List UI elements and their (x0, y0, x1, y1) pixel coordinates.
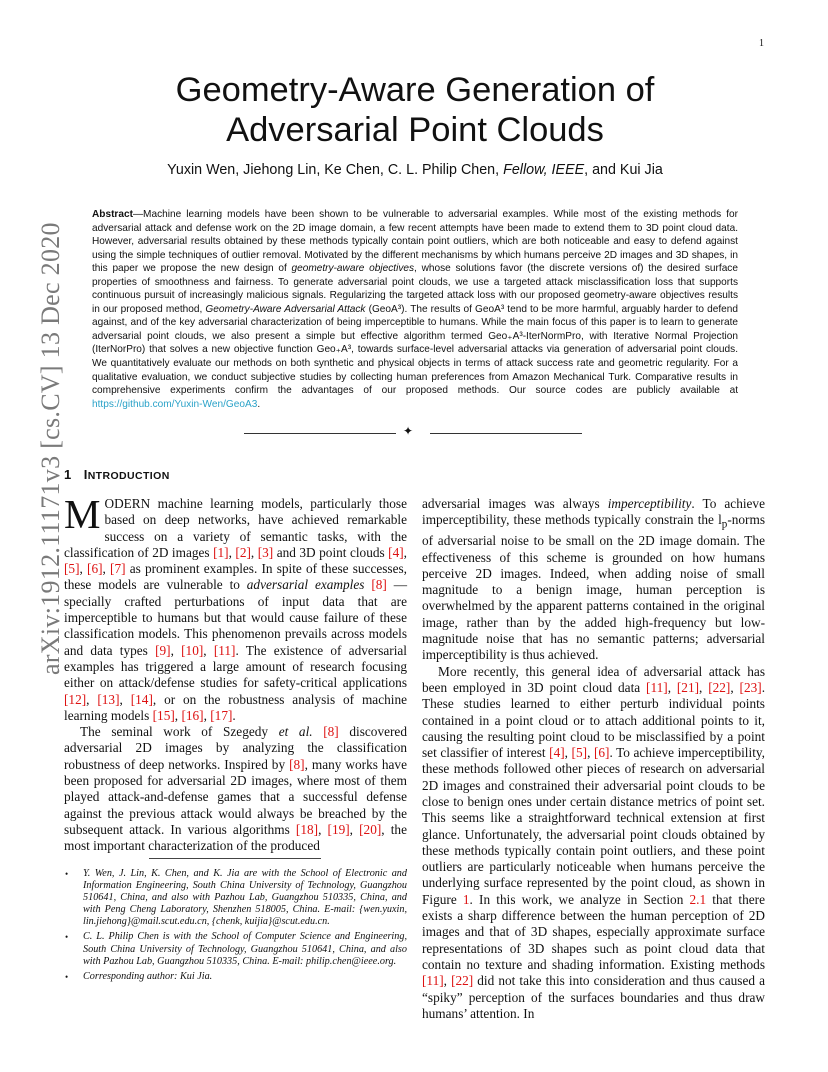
section-divider (244, 426, 584, 440)
figure-link[interactable]: 1 (462, 891, 470, 907)
bullet-icon: • (65, 869, 69, 879)
footnote (64, 931, 407, 967)
citation-link[interactable]: [23] (739, 679, 762, 695)
abstract-text: (GeoA³). The results of GeoA³ tend to be more harmful, arguably harder to defend against, and of the key adversarial characterization of being imperceptible to humans. While the main focus of this paper is to learn to generate adversarial point clouds, we also present a simple but effective algorithm termed Geo₊A³-IterNormPro, with Iterative Normal Projection (IterNorPro) that solves a new objective function Geo₊A³, towards surface-level adversarial attacks via generation of adversarial point clouds. We quantitatively evaluate our methods on both synthetic and physical objects in terms of attack success rate and geometric regularity. For a qualitative evaluation, we conduct subjective studies by collecting human preferences from Amazon Mechanical Turk. Comparative results in comprehensive experiments confirm the advantages of our proposed methods. Our source codes are publicly available at (92, 303, 738, 397)
footnote (64, 868, 407, 928)
emphasis: adversarial examples (246, 577, 365, 593)
section-number: 1 (64, 467, 72, 482)
citation-link[interactable]: [1] (213, 544, 229, 560)
author-tail: , and Kui Jia (584, 162, 663, 178)
citation-link[interactable]: [22] (708, 679, 731, 695)
citation-link[interactable]: [6] (593, 745, 610, 761)
section-title: NTRODUCTION (87, 470, 170, 482)
bullet-icon: • (65, 932, 69, 943)
page-number: 1 (759, 38, 764, 49)
body-text: as prominent examples. In spite of these successes, these models are vulnerable to (64, 561, 408, 593)
citation-link[interactable]: [12] (64, 691, 87, 707)
citation-link[interactable]: [16] (181, 707, 204, 723)
citation-link[interactable]: [11] (646, 679, 668, 695)
citation-link[interactable]: [10] (181, 642, 204, 658)
bullet-icon: • (65, 971, 69, 982)
citation-link[interactable]: [20] (359, 821, 382, 837)
abstract-emphasis: geometry-aware objectives (291, 263, 415, 275)
emphasis: et al. (278, 724, 313, 740)
citation-link[interactable]: [8] (371, 577, 387, 593)
body-text: . In this work, we analyze in Section (469, 891, 690, 907)
right-column (422, 496, 765, 1022)
body-text: discovered adversarial 2D images by analyzing the classification robustness of deep networks. Inspired by (64, 724, 407, 772)
body-text: — specially crafted perturbations of input data that are imperceptible to humans but that would cause failure of these classification models. This phenomenon prevails across models and data types (64, 577, 407, 658)
divider-line (244, 433, 396, 434)
emphasis: imperceptibility (607, 496, 692, 511)
body-text: -norms of adversarial noise to be small on the 2D image domain. The effectiveness of this scheme is grounded on how humans perceive 2D images. Indeed, when adding noise of small magnitude to a benign image, human perception is overwhelmed by the apparent patterns contained in the original image, rather than by the added high-frequency but low-magnitude noise that has no semantic patterns; adversarial imperceptibility is thus achieved. (422, 512, 765, 663)
citation-link[interactable]: [11] (422, 973, 444, 989)
footnote-text: C. L. Philip Chen is with the School of Computer Science and Engineering, South China University of Technology, Guangzhou 510641, China, and also with Pazhou Lab, Guangzhou 510335, China. E-mail: philip.chen@ieee.org. (83, 931, 407, 967)
drop-cap: M (64, 491, 101, 537)
body-text: did not take this into consideration and thus caused a “spiky” perception of the surfaces boundaries and thus draw humans’ attention. In (422, 973, 765, 1021)
citation-link[interactable]: [17] (210, 707, 233, 723)
divider-diamond-icon: ✦ (403, 424, 414, 438)
paragraph: More recently, this general idea of adversarial attack has been employed in 3D point cloud data [11], [21], [22], [23]. These studies learned to either perturb individual points contained in a point cloud or to attach additional points to it, causing the resulting point cloud to be misclassified by a point set classifier of interest [4], [5], [6]. To achieve imperceptibility, these methods followed other pieces of research on adversarial 2D images and constrained their adversarial point clouds to be close to benign ones under certain distance metrics of point set. This seems like a straightforward technical extension at first glance. Unfortunately, the adversarial point clouds obtained by these methods typically contain point outliers, and these point outliers are particularly noticeable when humans perceive the underlying surface represented by the point cloud, as shown in Figure 1. In this work, we analyze in Section 2.1 that there exists a sharp difference between the human perception of 2D images and that of 3D shapes, especially approximate surface representations of 3D shapes such as point cloud data that contain no texture and shading information. Existing methods [11], [22] did not take this into consideration and thus caused a “spiky” perception of the surfaces boundaries and thus draw humans’ attention. In (422, 663, 766, 1021)
paragraph: MODERN machine learning models, particularly those based on deep networks, have achieved remarkable success on a variety of semantic tasks, with the classification of 2D images [1], [2], [3] and 3D point clouds [4], [5], [6], [7] as prominent examples. In spite of these successes, these models are vulnerable to adversarial examples [8] — specially crafted perturbations of input data that are imperceptible to humans but that would cause failure of these classification models. This phenomenon prevails across models and data types [9], [10], [11]. The existence of adversarial examples has triggered a large amount of research focusing either on attack/defense studies for safety-critical applications [12], [13], [14], or on the robustness analysis of machine learning models [15], [16], [17]. (64, 491, 408, 723)
abstract-text: —Machine learning models have been shown to be vulnerable to adversarial examples. While most of the existing methods for adversarial attack and defense work on the 2D image domain, a few recent attempts have been made to extend them to 3D point cloud data. However, adversarial results obtained by these methods typically contain point outliers, which are both noticeable and easy to defend against using the simple techniques of outlier removal. Motivated by the different mechanisms by which humans perceive 2D images and 3D shapes, in this paper we propose the new design of (92, 209, 738, 275)
citation-link[interactable]: [5] (571, 745, 588, 761)
source-code-link[interactable]: https://github.com/Yuxin-Wen/GeoA3 (92, 398, 258, 410)
small-caps-text: ODERN (104, 496, 151, 511)
body-text: , many works have been proposed for adversarial 2D images, where most of them played attack-and-defense games that a successful defense against the previous attack would always be breached by the subsequent attack. In various algorithms (64, 756, 407, 837)
footnote-rule (149, 858, 321, 859)
paragraph: The seminal work of Szegedy et al. [8] discovered adversarial 2D images by analyzing the classification robustness of deep networks. Inspired by [8], many works have been proposed for adversarial 2D images, where most of them played attack-and-defense games that a successful defense against the previous attack would always be breached by the subsequent attack. In various algorithms [18], [19], [20], the most important characterization of the produced (64, 724, 407, 854)
citation-link[interactable]: [14] (130, 691, 153, 707)
citation-link[interactable]: [18] (295, 821, 319, 837)
subscript: p (721, 518, 728, 531)
footnote-text: Y. Wen, J. Lin, K. Chen, and K. Jia are with the School of Electronic and Information Engineering, South China University of Technology, Guangzhou 510641, China, and also with Pazhou Lab, Guangzhou 510335, China, and with Peng Cheng Laboratory, Shenzhen 518005, China. E-mail: {wen.yuxin, lin.jiehong}@mail.scut.edu.cn, {chenk, kuijia}@scut.edu.cn. (83, 868, 407, 928)
body-text: adversarial images was always (422, 496, 608, 511)
section-title: I (83, 467, 88, 482)
citation-link[interactable]: [4] (549, 745, 565, 761)
body-text: . These studies learned to either perturb individual points contained in a point cloud or to attach additional points to it, causing the resulting point cloud to be misclassified by a point set classifier of interest (422, 679, 766, 761)
section-heading (64, 467, 170, 482)
paper-title: Geometry-Aware Generation of Adversarial Point Clouds (175, 71, 655, 149)
paragraph (422, 496, 765, 664)
body-text: , the most important characterization of the produced (64, 821, 407, 854)
citation-link[interactable]: [8] (323, 724, 339, 740)
section-link[interactable]: 2.1 (689, 891, 707, 907)
citation-link[interactable]: [2] (235, 544, 251, 560)
body-text: . (232, 707, 236, 723)
citation-link[interactable]: [3] (257, 544, 274, 560)
body-text: The seminal work of Szegedy (80, 724, 279, 740)
citation-link[interactable]: [13] (97, 691, 120, 707)
body-text: that there exists a sharp difference between the human perception of 2D images and that of 3D shapes, especially approximate surface representations of 3D shapes such as point cloud data that contain no texture and shading information. Existing methods (422, 891, 765, 972)
citation-link[interactable]: [5] (64, 561, 80, 577)
body-text: , or on the robustness analysis of machine learning models (64, 691, 407, 723)
body-text: and 3D point clouds (273, 544, 389, 560)
fellow-designation: Fellow, IEEE (503, 162, 585, 178)
body-text: . The existence of adversarial examples has triggered a large amount of research focusing either on attack/defense studies for safety-critical applications (64, 642, 407, 691)
abstract (92, 208, 738, 411)
footnotes (64, 868, 407, 986)
citation-link[interactable]: [9] (155, 642, 171, 658)
citation-link[interactable]: [7] (110, 561, 126, 577)
citation-link[interactable]: [21] (676, 679, 700, 695)
abstract-text: , whose solutions favor (the discrete versions of) the desired surface properties of smoothness and fairness. To generate adversarial point clouds, we use a targeted attack misclassification loss that supports continuous pursuit of increasingly malicious signals. Regularizing the targeted attack loss with our proposed geometry-aware objectives results in our proposed method, (92, 263, 738, 315)
arxiv-stamp[interactable]: arXiv:1912.11171v3 [cs.CV] 13 Dec 2020 (36, 222, 65, 675)
citation-link[interactable]: [8] (289, 756, 305, 772)
body-text: machine learning models, particularly those based on deep networks, have achieved remarkable success on a variety of semantic tasks, with the classification of 2D images (64, 496, 407, 560)
author-line (90, 162, 740, 178)
abstract-emphasis: Geometry-Aware Adversarial Attack (205, 303, 366, 315)
citation-link[interactable]: [19] (327, 821, 350, 837)
footnote (64, 971, 407, 983)
divider-line (430, 433, 582, 434)
body-text: More recently, this general idea of adversarial attack has been employed in 3D point cloud data (422, 663, 765, 695)
body-text: . To achieve imperceptibility, these methods followed other pieces of research on adversarial 2D images and constrained their adversarial point clouds to be close to benign ones under certain distance metrics of point set. This seems like a straightforward technical extension at first glance. Unfortunately, the adversarial point clouds obtained by these methods typically contain point outliers, and these point outliers are particularly noticeable when humans perceive the underlying surface represented by the point cloud, as shown in Figure (422, 745, 765, 907)
citation-link[interactable]: [15] (152, 707, 175, 723)
citation-link[interactable]: [4] (388, 544, 404, 560)
left-column (64, 491, 408, 855)
footnote-text: Corresponding author: Kui Jia. (83, 970, 213, 982)
author-names: Yuxin Wen, Jiehong Lin, Ke Chen, C. L. Philip Chen, (167, 162, 500, 178)
citation-link[interactable]: [11] (213, 642, 236, 658)
abstract-label: Abstract (92, 209, 133, 220)
citation-link[interactable]: [6] (87, 561, 103, 577)
citation-link[interactable]: [22] (451, 973, 474, 989)
abstract-text: . (257, 398, 261, 410)
body-text: . To achieve imperceptibility, these methods typically constrain the l (422, 496, 765, 528)
